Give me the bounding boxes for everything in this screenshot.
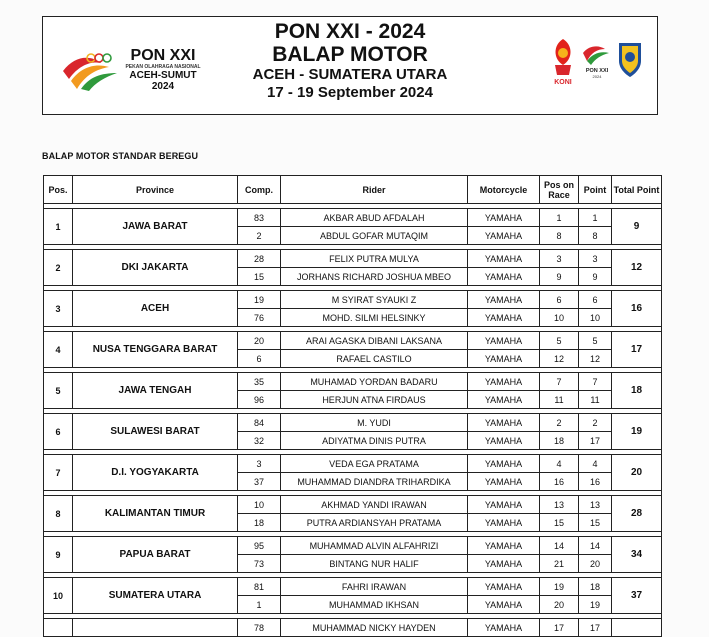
rider-comp: 35: [238, 373, 281, 391]
rider-motorcycle: YAMAHA: [468, 414, 540, 432]
rider-race-pos: 10: [540, 309, 579, 327]
rider-comp: 6: [238, 350, 281, 368]
rider-comp: 73: [238, 555, 281, 573]
rider-race-pos: 11: [540, 391, 579, 409]
team-province: D.I. YOGYAKARTA: [73, 455, 238, 491]
koni-logo-icon: [554, 39, 572, 86]
rider-name: M. YUDI: [281, 414, 468, 432]
team-total-point: 34: [612, 537, 662, 573]
koni-label: KONI: [554, 79, 572, 86]
team-province: ACEH: [73, 291, 238, 327]
rider-motorcycle: YAMAHA: [468, 619, 540, 637]
rider-comp: 20: [238, 332, 281, 350]
table-row: [44, 250, 662, 268]
rider-name: ARAI AGASKA DIBANI LAKSANA: [281, 332, 468, 350]
rider-motorcycle: YAMAHA: [468, 473, 540, 491]
rider-motorcycle: YAMAHA: [468, 227, 540, 245]
rider-motorcycle: YAMAHA: [468, 537, 540, 555]
rider-race-pos: 2: [540, 414, 579, 432]
rider-name: PUTRA ARDIANSYAH PRATAMA: [281, 514, 468, 532]
team-province: NUSA TENGGARA BARAT: [73, 332, 238, 368]
table-row: [44, 373, 662, 391]
rider-comp: 1: [238, 596, 281, 614]
team-province: PAPUA BARAT: [73, 537, 238, 573]
rider-name: ADIYATMA DINIS PUTRA: [281, 432, 468, 450]
rider-comp: 10: [238, 496, 281, 514]
team-pos: 3: [44, 291, 73, 327]
rider-comp: 83: [238, 209, 281, 227]
rider-motorcycle: YAMAHA: [468, 391, 540, 409]
rider-motorcycle: YAMAHA: [468, 268, 540, 286]
team-pos: 1: [44, 209, 73, 245]
team-province: JAWA TENGAH: [73, 373, 238, 409]
rider-race-pos: 4: [540, 455, 579, 473]
rider-name: M SYIRAT SYAUKI Z: [281, 291, 468, 309]
table-row: [44, 291, 662, 309]
rider-name: VEDA EGA PRATAMA: [281, 455, 468, 473]
rider-race-pos: 7: [540, 373, 579, 391]
title-line-4: 17 - 19 September 2024: [267, 84, 433, 101]
table-row: [44, 414, 662, 432]
rider-race-pos: 15: [540, 514, 579, 532]
team-total-point: 12: [612, 250, 662, 286]
rider-point: 11: [579, 391, 612, 409]
rider-race-pos: 3: [540, 250, 579, 268]
rider-comp: 19: [238, 291, 281, 309]
rider-comp: 3: [238, 455, 281, 473]
team-total-point: 16: [612, 291, 662, 327]
rider-point: 6: [579, 291, 612, 309]
title-line-3: ACEH - SUMATERA UTARA: [252, 66, 448, 83]
team-province: SULAWESI BARAT: [73, 414, 238, 450]
rider-point: 3: [579, 250, 612, 268]
team-pos: 4: [44, 332, 73, 368]
rider-name: FELIX PUTRA MULYA: [281, 250, 468, 268]
logo-location: ACEH-SUMUT: [129, 70, 197, 81]
rider-motorcycle: YAMAHA: [468, 332, 540, 350]
rider-point: 15: [579, 514, 612, 532]
team-pos: 2: [44, 250, 73, 286]
team-total-point: 28: [612, 496, 662, 532]
rider-race-pos: 9: [540, 268, 579, 286]
table-row: [44, 209, 662, 227]
rider-point: 9: [579, 268, 612, 286]
rider-point: 5: [579, 332, 612, 350]
title-line-1: PON XXI - 2024: [274, 20, 426, 43]
rider-race-pos: 6: [540, 291, 579, 309]
team-total-point: 19: [612, 414, 662, 450]
team-province: [73, 619, 238, 637]
rider-motorcycle: YAMAHA: [468, 309, 540, 327]
team-pos: [44, 619, 73, 637]
logo-name: PON XXI: [130, 47, 196, 64]
pon-small-label: PON XXI: [585, 68, 609, 74]
rider-comp: 2: [238, 227, 281, 245]
rider-name: MUHAMAD YORDAN BADARU: [281, 373, 468, 391]
rider-comp: 37: [238, 473, 281, 491]
team-pos: 8: [44, 496, 73, 532]
rider-race-pos: 13: [540, 496, 579, 514]
team-total-point: 37: [612, 578, 662, 614]
rider-name: MUHAMMAD NICKY HAYDEN: [281, 619, 468, 637]
rider-point: 13: [579, 496, 612, 514]
rider-name: MOHD. SILMI HELSINKY: [281, 309, 468, 327]
logo-subtitle: PEKAN OLAHRAGA NASIONAL: [125, 64, 201, 70]
rider-comp: 95: [238, 537, 281, 555]
rider-comp: 84: [238, 414, 281, 432]
rider-point: 18: [579, 578, 612, 596]
rider-point: 12: [579, 350, 612, 368]
rider-race-pos: 5: [540, 332, 579, 350]
rider-name: HERJUN ATNA FIRDAUS: [281, 391, 468, 409]
rider-comp: 76: [238, 309, 281, 327]
team-province: KALIMANTAN TIMUR: [73, 496, 238, 532]
rider-point: 17: [579, 619, 612, 637]
team-province: SUMATERA UTARA: [73, 578, 238, 614]
header-province: Province: [73, 176, 238, 204]
rider-race-pos: 16: [540, 473, 579, 491]
table-header-row: [44, 176, 662, 204]
rider-motorcycle: YAMAHA: [468, 514, 540, 532]
sponsor-logos: [547, 35, 647, 91]
rider-race-pos: 8: [540, 227, 579, 245]
rider-name: MUHAMMAD ALVIN ALFAHRIZI: [281, 537, 468, 555]
rider-name: AKBAR ABUD AFDALAH: [281, 209, 468, 227]
rider-motorcycle: YAMAHA: [468, 350, 540, 368]
rider-race-pos: 14: [540, 537, 579, 555]
team-pos: 7: [44, 455, 73, 491]
team-pos: 9: [44, 537, 73, 573]
rider-comp: 15: [238, 268, 281, 286]
rider-race-pos: 18: [540, 432, 579, 450]
rider-point: 14: [579, 537, 612, 555]
rider-name: BINTANG NUR HALIF: [281, 555, 468, 573]
police-emblem-icon: [619, 43, 641, 77]
rider-name: MUHAMMAD DIANDRA TRIHARDIKA: [281, 473, 468, 491]
pon-small-logo-icon: [583, 46, 609, 79]
rider-point: 19: [579, 596, 612, 614]
table-row: [44, 332, 662, 350]
rider-point: 20: [579, 555, 612, 573]
table-row: [44, 619, 662, 637]
team-total-point: 18: [612, 373, 662, 409]
rider-comp: 78: [238, 619, 281, 637]
rider-name: FAHRI IRAWAN: [281, 578, 468, 596]
rider-name: AKHMAD YANDI IRAWAN: [281, 496, 468, 514]
table-row: [44, 455, 662, 473]
team-province: DKI JAKARTA: [73, 250, 238, 286]
rider-motorcycle: YAMAHA: [468, 496, 540, 514]
rider-name: JORHANS RICHARD JOSHUA MBEO: [281, 268, 468, 286]
rider-motorcycle: YAMAHA: [468, 250, 540, 268]
team-total-point: 20: [612, 455, 662, 491]
header-pos: Pos.: [44, 176, 73, 204]
rider-point: 7: [579, 373, 612, 391]
rider-comp: 18: [238, 514, 281, 532]
team-province: JAWA BARAT: [73, 209, 238, 245]
rider-race-pos: 20: [540, 596, 579, 614]
title-line-2: BALAP MOTOR: [272, 43, 428, 66]
team-pos: 5: [44, 373, 73, 409]
rider-motorcycle: YAMAHA: [468, 455, 540, 473]
rider-name: RAFAEL CASTILO: [281, 350, 468, 368]
rider-comp: 32: [238, 432, 281, 450]
rider-motorcycle: YAMAHA: [468, 578, 540, 596]
results-table: [43, 175, 662, 637]
rider-motorcycle: YAMAHA: [468, 432, 540, 450]
rider-race-pos: 17: [540, 619, 579, 637]
rider-comp: 81: [238, 578, 281, 596]
rider-race-pos: 12: [540, 350, 579, 368]
rider-race-pos: 19: [540, 578, 579, 596]
rider-point: 16: [579, 473, 612, 491]
team-total-point: 9: [612, 209, 662, 245]
rider-point: 8: [579, 227, 612, 245]
rider-point: 2: [579, 414, 612, 432]
rider-motorcycle: YAMAHA: [468, 596, 540, 614]
rider-race-pos: 1: [540, 209, 579, 227]
logo-year: 2024: [151, 81, 175, 92]
rider-motorcycle: YAMAHA: [468, 209, 540, 227]
team-total-point: [612, 619, 662, 637]
header-point: Point: [579, 176, 612, 204]
rider-point: 4: [579, 455, 612, 473]
rider-motorcycle: YAMAHA: [468, 291, 540, 309]
table-row: [44, 537, 662, 555]
rider-point: 1: [579, 209, 612, 227]
team-pos: 10: [44, 578, 73, 614]
pon-small-year: 2024: [592, 74, 602, 79]
rider-point: 17: [579, 432, 612, 450]
rider-comp: 96: [238, 391, 281, 409]
header-pos-on-race: Pos on Race: [540, 176, 579, 204]
rider-motorcycle: YAMAHA: [468, 555, 540, 573]
rider-motorcycle: YAMAHA: [468, 373, 540, 391]
header-rider: Rider: [281, 176, 468, 204]
team-total-point: 17: [612, 332, 662, 368]
rider-race-pos: 21: [540, 555, 579, 573]
rider-name: MUHAMMAD IKHSAN: [281, 596, 468, 614]
team-pos: 6: [44, 414, 73, 450]
rider-comp: 28: [238, 250, 281, 268]
table-row: [44, 496, 662, 514]
rider-name: ABDUL GOFAR MUTAQIM: [281, 227, 468, 245]
table-row: [44, 578, 662, 596]
document-header: [42, 16, 658, 115]
header-motorcycle: Motorcycle: [468, 176, 540, 204]
header-comp: Comp.: [238, 176, 281, 204]
header-total-point: Total Point: [612, 176, 662, 204]
rider-point: 10: [579, 309, 612, 327]
section-title: BALAP MOTOR STANDAR BEREGU: [42, 151, 199, 161]
